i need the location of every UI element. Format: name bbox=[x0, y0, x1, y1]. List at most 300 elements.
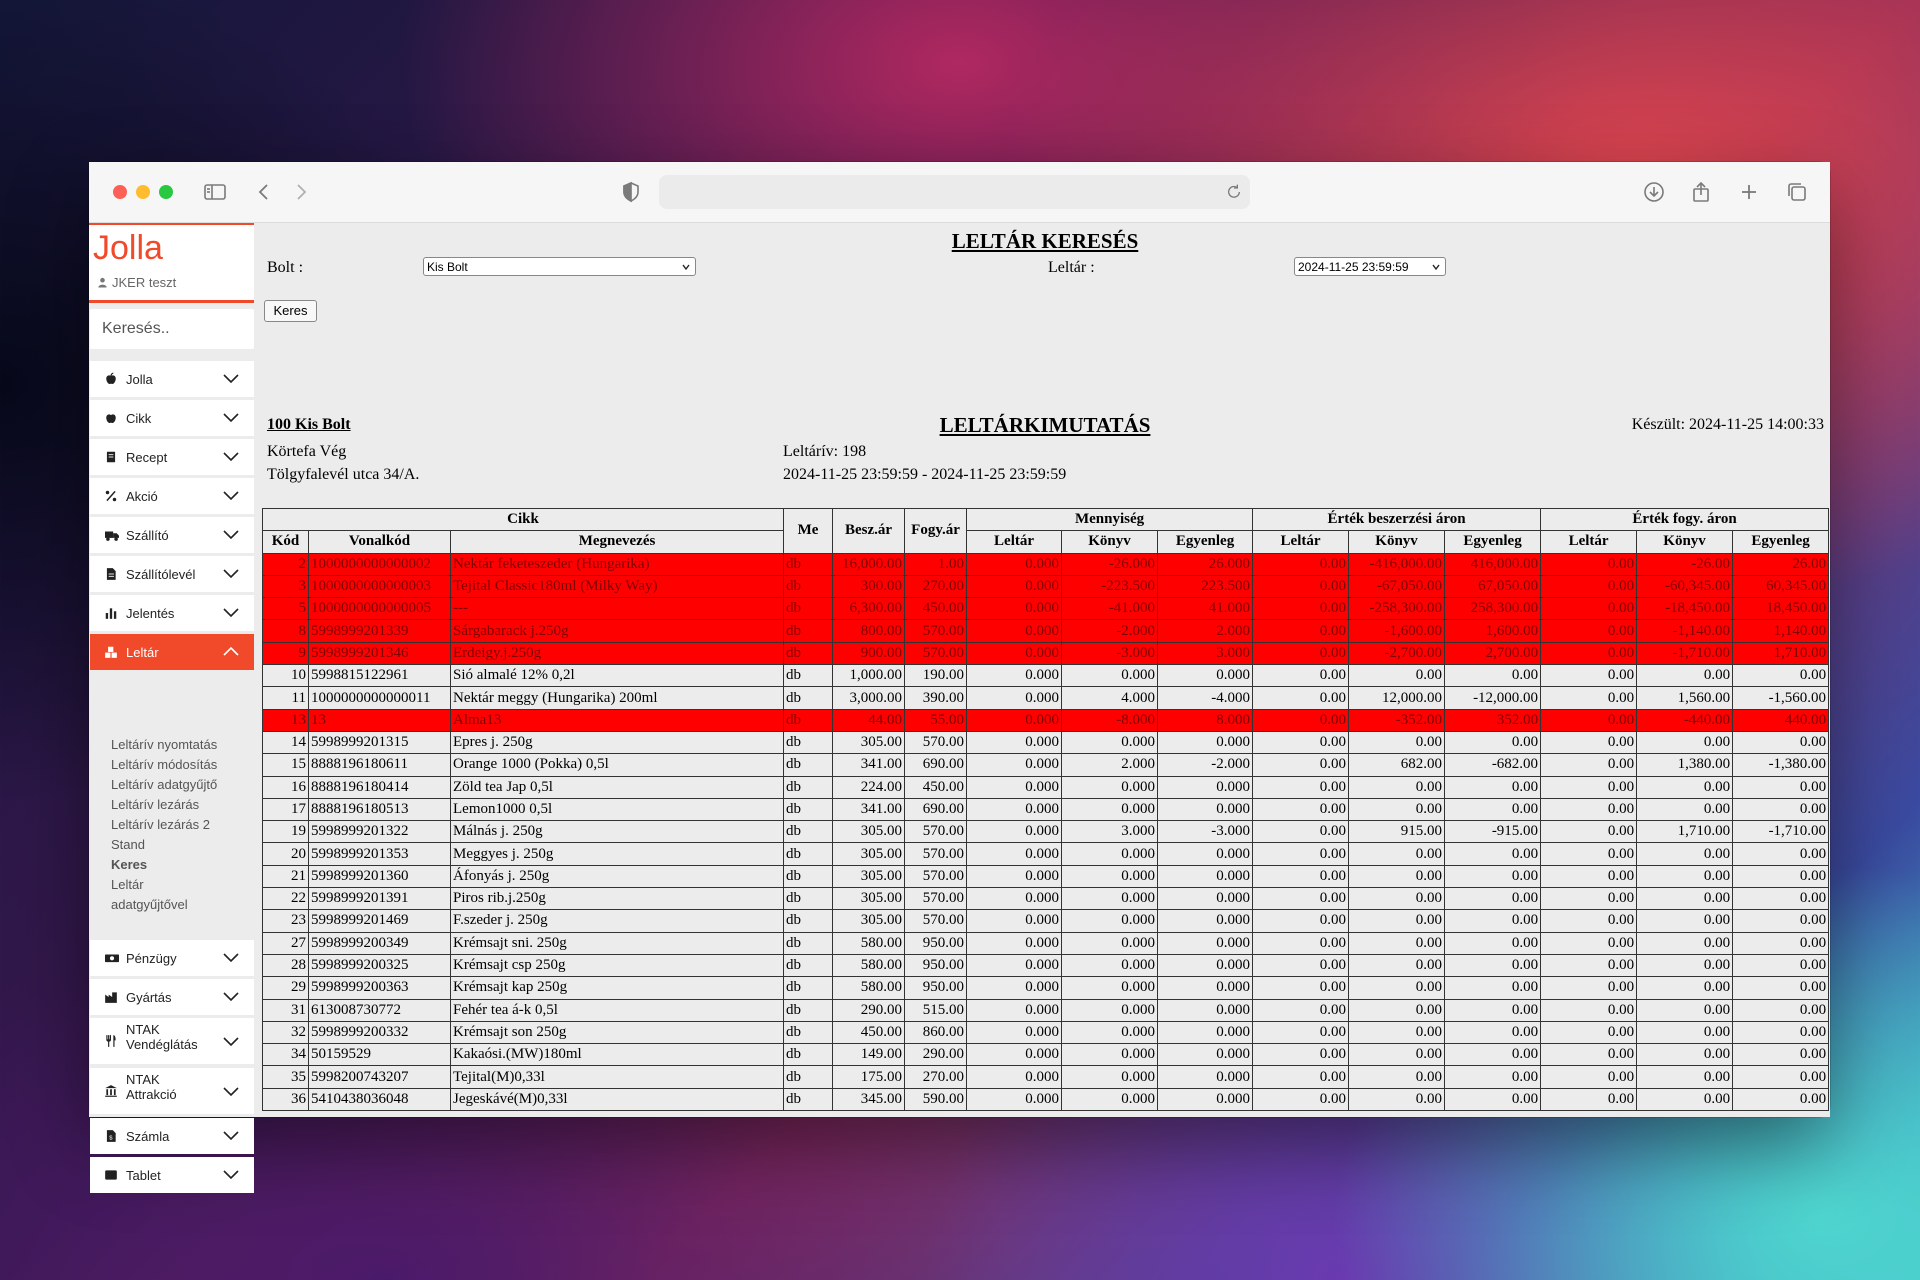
menu-item-cikk[interactable] bbox=[90, 400, 254, 436]
table-cell: 0.00 bbox=[1733, 1066, 1829, 1088]
back-icon[interactable] bbox=[252, 180, 276, 204]
table-cell: 0.00 bbox=[1541, 910, 1637, 932]
table-cell: 0.00 bbox=[1733, 1021, 1829, 1043]
table-cell: -2.000 bbox=[1158, 754, 1253, 776]
tab-overview-icon[interactable] bbox=[1785, 180, 1809, 204]
table-cell: db bbox=[784, 865, 833, 887]
download-icon[interactable] bbox=[1642, 180, 1666, 204]
table-row bbox=[263, 932, 1829, 954]
menu-item-akcio[interactable] bbox=[90, 478, 254, 514]
table-cell: -60,345.00 bbox=[1637, 575, 1733, 597]
table-cell: 0.000 bbox=[967, 620, 1062, 642]
table-cell: 3 bbox=[263, 575, 309, 597]
table-cell: 0.00 bbox=[1733, 1044, 1829, 1066]
table-cell: 0.00 bbox=[1637, 888, 1733, 910]
submenu-leltar-adatgyujtovel[interactable]: Leltár bbox=[111, 877, 144, 892]
table-cell: 515.00 bbox=[905, 999, 967, 1021]
table-cell: 2,700.00 bbox=[1445, 642, 1541, 664]
table-cell: 0.00 bbox=[1637, 843, 1733, 865]
table-cell: 22 bbox=[263, 888, 309, 910]
address-bar[interactable] bbox=[659, 175, 1250, 209]
table-cell: 0.00 bbox=[1637, 1044, 1733, 1066]
table-cell: 8888196180414 bbox=[309, 776, 451, 798]
table-cell: 0.00 bbox=[1637, 1088, 1733, 1110]
money-icon bbox=[104, 951, 120, 965]
table-cell: Krémsajt son 250g bbox=[451, 1021, 784, 1043]
table-cell: 570.00 bbox=[905, 731, 967, 753]
table-cell: 0.00 bbox=[1349, 977, 1445, 999]
table-cell: 0.000 bbox=[967, 999, 1062, 1021]
table-cell: 0.00 bbox=[1541, 776, 1637, 798]
minimize-window-button[interactable] bbox=[136, 185, 150, 199]
table-cell: 0.00 bbox=[1349, 1044, 1445, 1066]
truck-icon bbox=[104, 528, 120, 542]
logo[interactable]: Jolla bbox=[93, 229, 163, 267]
table-cell: 0.00 bbox=[1349, 665, 1445, 687]
table-cell: 570.00 bbox=[905, 843, 967, 865]
table-cell: db bbox=[784, 888, 833, 910]
table-cell: 290.00 bbox=[905, 1044, 967, 1066]
report-title: LELTÁRKIMUTATÁS bbox=[939, 413, 1151, 437]
submenu-leltariv-modositas[interactable]: Leltárív módosítás bbox=[111, 757, 218, 772]
leltar-select-value: 2024-11-25 23:59:59 bbox=[1298, 260, 1409, 274]
table-cell: 0.00 bbox=[1253, 598, 1349, 620]
table-cell: 0.000 bbox=[967, 1066, 1062, 1088]
table-cell: 270.00 bbox=[905, 1066, 967, 1088]
table-cell: 1,140.00 bbox=[1733, 620, 1829, 642]
menu-item-gyartas[interactable] bbox=[90, 979, 254, 1015]
table-cell: 0.00 bbox=[1541, 642, 1637, 664]
table-cell: 0.00 bbox=[1253, 954, 1349, 976]
table-cell: 27 bbox=[263, 932, 309, 954]
table-cell: 29 bbox=[263, 977, 309, 999]
table-cell: 0.000 bbox=[1158, 1066, 1253, 1088]
bar-chart-icon bbox=[104, 606, 118, 620]
table-cell: 35 bbox=[263, 1066, 309, 1088]
chevron-down-icon bbox=[222, 1128, 240, 1142]
menu-item-szallito[interactable] bbox=[90, 517, 254, 553]
table-cell: 450.00 bbox=[905, 598, 967, 620]
table-cell: --- bbox=[451, 598, 784, 620]
table-cell: 0.000 bbox=[1158, 731, 1253, 753]
chevron-down-icon bbox=[222, 950, 240, 964]
table-cell: 0.00 bbox=[1445, 1088, 1541, 1110]
privacy-shield-icon[interactable] bbox=[619, 180, 643, 204]
menu-item-ntak-vendeglatas[interactable] bbox=[90, 1018, 254, 1064]
apple-icon bbox=[104, 411, 118, 425]
table-cell: 0.000 bbox=[1158, 798, 1253, 820]
table-cell: 5998999201315 bbox=[309, 731, 451, 753]
table-cell: 5410438036048 bbox=[309, 1088, 451, 1110]
tablet-icon bbox=[104, 1168, 118, 1182]
page-content bbox=[89, 223, 1830, 1183]
table-cell: 0.00 bbox=[1349, 1021, 1445, 1043]
table-cell: 305.00 bbox=[833, 731, 905, 753]
menu-item-label: Szállító bbox=[126, 528, 169, 543]
table-cell: Epres j. 250g bbox=[451, 731, 784, 753]
menu-item-ntak-attrakcio[interactable] bbox=[90, 1068, 254, 1114]
table-row bbox=[263, 865, 1829, 887]
table-cell: db bbox=[784, 977, 833, 999]
table-cell: 10 bbox=[263, 665, 309, 687]
table-row bbox=[263, 687, 1829, 709]
created-timestamp: Készült: 2024-11-25 14:00:33 bbox=[1631, 416, 1824, 433]
table-cell: 0.00 bbox=[1253, 687, 1349, 709]
keres-button[interactable]: Keres bbox=[264, 300, 317, 322]
table-cell: db bbox=[784, 665, 833, 687]
table-cell: 50159529 bbox=[309, 1044, 451, 1066]
table-cell: 0.000 bbox=[1158, 776, 1253, 798]
table-row bbox=[263, 1044, 1829, 1066]
table-cell: 1,000.00 bbox=[833, 665, 905, 687]
table-cell: 2.000 bbox=[1158, 620, 1253, 642]
table-cell: 5998999201346 bbox=[309, 642, 451, 664]
table-cell: 67,050.00 bbox=[1445, 575, 1541, 597]
header-besz-egyenleg: Egyenleg bbox=[1445, 531, 1541, 553]
table-row bbox=[263, 709, 1829, 731]
table-cell: 5998999201353 bbox=[309, 843, 451, 865]
table-cell: db bbox=[784, 1021, 833, 1043]
book-icon bbox=[104, 450, 118, 464]
menu-item-penzugy[interactable] bbox=[90, 940, 254, 976]
table-cell: 0.00 bbox=[1253, 821, 1349, 843]
table-cell: 0.000 bbox=[1158, 999, 1253, 1021]
header-ertek-fogy: Érték fogy. áron bbox=[1541, 509, 1829, 531]
header-menny-egyenleg: Egyenleg bbox=[1158, 531, 1253, 553]
table-cell: Piros rib.j.250g bbox=[451, 888, 784, 910]
table-cell: 290.00 bbox=[833, 999, 905, 1021]
table-cell: 0.000 bbox=[967, 709, 1062, 731]
table-cell: 2 bbox=[263, 553, 309, 575]
table-cell: Nektár meggy (Hungarika) 200ml bbox=[451, 687, 784, 709]
sidebar bbox=[89, 223, 254, 1183]
table-cell: 32 bbox=[263, 1021, 309, 1043]
table-cell: 570.00 bbox=[905, 620, 967, 642]
boxes-icon bbox=[104, 645, 118, 659]
table-cell: db bbox=[784, 999, 833, 1021]
table-cell: 1000000000000005 bbox=[309, 598, 451, 620]
table-cell: 21 bbox=[263, 865, 309, 887]
table-cell: 0.00 bbox=[1637, 798, 1733, 820]
table-cell: 12,000.00 bbox=[1349, 687, 1445, 709]
submenu-leltariv-lezaras-2[interactable]: Leltárív lezárás 2 bbox=[111, 817, 210, 832]
table-cell: 0.000 bbox=[967, 821, 1062, 843]
close-window-button[interactable] bbox=[113, 185, 127, 199]
table-cell: db bbox=[784, 575, 833, 597]
table-cell: db bbox=[784, 1044, 833, 1066]
table-cell: 1,600.00 bbox=[1445, 620, 1541, 642]
table-cell: 3,000.00 bbox=[833, 687, 905, 709]
table-cell: 0.00 bbox=[1637, 1021, 1733, 1043]
table-cell: 8888196180513 bbox=[309, 798, 451, 820]
header-besz-ar: Besz.ár bbox=[833, 509, 905, 554]
table-cell: 0.000 bbox=[1158, 888, 1253, 910]
table-cell: 0.00 bbox=[1541, 865, 1637, 887]
menu-item-jolla[interactable] bbox=[90, 361, 254, 397]
table-cell: 5998999201469 bbox=[309, 910, 451, 932]
table-cell: 613008730772 bbox=[309, 999, 451, 1021]
shop-name: 100 Kis Bolt bbox=[267, 416, 351, 433]
table-row bbox=[263, 821, 1829, 843]
table-cell: 390.00 bbox=[905, 687, 967, 709]
table-cell: 2.000 bbox=[1062, 754, 1158, 776]
menu-item-label: Számla bbox=[126, 1129, 170, 1144]
table-cell: db bbox=[784, 843, 833, 865]
table-cell: -3.000 bbox=[1158, 821, 1253, 843]
table-cell: 0.00 bbox=[1541, 731, 1637, 753]
table-cell: 16 bbox=[263, 776, 309, 798]
table-cell: 1,560.00 bbox=[1637, 687, 1733, 709]
table-cell: 0.00 bbox=[1349, 910, 1445, 932]
menu-item-recept[interactable] bbox=[90, 439, 254, 475]
table-cell: 0.000 bbox=[1158, 1088, 1253, 1110]
table-cell: 0.000 bbox=[1158, 910, 1253, 932]
table-cell: 0.00 bbox=[1541, 954, 1637, 976]
table-cell: 0.00 bbox=[1541, 932, 1637, 954]
table-cell: 0.000 bbox=[967, 598, 1062, 620]
menu-item-label: Leltár bbox=[126, 645, 159, 660]
table-cell: 13 bbox=[309, 709, 451, 731]
forward-icon[interactable] bbox=[289, 180, 313, 204]
table-cell: 1000000000000011 bbox=[309, 687, 451, 709]
table-cell: 345.00 bbox=[833, 1088, 905, 1110]
table-cell: 900.00 bbox=[833, 642, 905, 664]
table-cell: 341.00 bbox=[833, 798, 905, 820]
table-cell: 0.00 bbox=[1445, 776, 1541, 798]
menu-item-jelentes[interactable] bbox=[90, 595, 254, 631]
table-cell: -18,450.00 bbox=[1637, 598, 1733, 620]
submenu-leltariv-lezaras[interactable]: Leltárív lezárás bbox=[111, 797, 200, 812]
table-cell: 0.00 bbox=[1253, 642, 1349, 664]
table-cell: 0.000 bbox=[967, 977, 1062, 999]
table-cell: Tejital Classic180ml (Milky Way) bbox=[451, 575, 784, 597]
table-cell: db bbox=[784, 642, 833, 664]
table-cell: 0.00 bbox=[1637, 932, 1733, 954]
user-name: JKER teszt bbox=[112, 275, 177, 290]
header-menny-leltar: Leltár bbox=[967, 531, 1062, 553]
table-cell: 0.000 bbox=[1062, 865, 1158, 887]
table-cell: 0.00 bbox=[1637, 776, 1733, 798]
table-cell: 0.000 bbox=[967, 843, 1062, 865]
table-cell: 305.00 bbox=[833, 888, 905, 910]
table-cell: 0.000 bbox=[967, 776, 1062, 798]
table-cell: 224.00 bbox=[833, 776, 905, 798]
table-cell: 0.000 bbox=[1062, 798, 1158, 820]
table-row bbox=[263, 731, 1829, 753]
address-line-2: Tölgyfalevél utca 34/A. bbox=[267, 466, 420, 483]
table-cell: 860.00 bbox=[905, 1021, 967, 1043]
table-cell: 149.00 bbox=[833, 1044, 905, 1066]
reload-icon[interactable] bbox=[1226, 184, 1242, 200]
table-cell: 0.000 bbox=[967, 754, 1062, 776]
header-megnevezes: Megnevezés bbox=[451, 531, 784, 553]
header-besz-leltar: Leltár bbox=[1253, 531, 1349, 553]
share-icon[interactable] bbox=[1689, 180, 1713, 204]
landmark-icon bbox=[104, 1084, 118, 1098]
table-cell: 0.000 bbox=[967, 798, 1062, 820]
table-cell: 0.00 bbox=[1349, 798, 1445, 820]
menu-item-tablet[interactable] bbox=[90, 1157, 254, 1193]
table-cell: 0.00 bbox=[1349, 954, 1445, 976]
table-row bbox=[263, 1021, 1829, 1043]
sidebar-search-input[interactable]: Keresés.. bbox=[90, 309, 254, 349]
table-cell: -2,700.00 bbox=[1349, 642, 1445, 664]
table-cell: 570.00 bbox=[905, 642, 967, 664]
table-row bbox=[263, 798, 1829, 820]
table-cell: 570.00 bbox=[905, 821, 967, 843]
table-cell: 0.000 bbox=[967, 1044, 1062, 1066]
table-cell: db bbox=[784, 687, 833, 709]
utensils-icon bbox=[104, 1034, 118, 1048]
table-cell: 0.00 bbox=[1253, 1021, 1349, 1043]
table-cell: 0.00 bbox=[1253, 888, 1349, 910]
table-cell: Krémsajt csp 250g bbox=[451, 954, 784, 976]
table-cell: 44.00 bbox=[833, 709, 905, 731]
table-cell: 0.00 bbox=[1541, 620, 1637, 642]
table-cell: 0.00 bbox=[1541, 1088, 1637, 1110]
main-panel bbox=[265, 223, 1830, 1117]
table-cell: 18,450.00 bbox=[1733, 598, 1829, 620]
table-cell: 0.00 bbox=[1253, 553, 1349, 575]
table-cell: Alma13 bbox=[451, 709, 784, 731]
table-cell: 5998815122961 bbox=[309, 665, 451, 687]
table-cell: 9 bbox=[263, 642, 309, 664]
submenu-leltariv-nyomtatas[interactable]: Leltárív nyomtatás bbox=[111, 737, 218, 752]
inventory-table bbox=[262, 508, 1829, 1111]
table-row bbox=[263, 888, 1829, 910]
header-fogy-egyenleg: Egyenleg bbox=[1733, 531, 1829, 553]
table-cell: 570.00 bbox=[905, 910, 967, 932]
table-cell: -1,140.00 bbox=[1637, 620, 1733, 642]
leltar-select[interactable] bbox=[1294, 257, 1446, 276]
submenu-stand[interactable]: Stand bbox=[111, 837, 145, 852]
table-cell: 0.000 bbox=[1062, 1044, 1158, 1066]
table-cell: -67,050.00 bbox=[1349, 575, 1445, 597]
table-cell: Jegeskávé(M)0,33l bbox=[451, 1088, 784, 1110]
percent-icon bbox=[104, 489, 118, 503]
table-cell: 0.00 bbox=[1541, 1066, 1637, 1088]
table-cell: 580.00 bbox=[833, 977, 905, 999]
table-cell: -26.000 bbox=[1062, 553, 1158, 575]
table-cell: 0.000 bbox=[1062, 843, 1158, 865]
header-mennyiseg: Mennyiség bbox=[967, 509, 1253, 531]
table-cell: 4.000 bbox=[1062, 687, 1158, 709]
table-cell: 0.00 bbox=[1445, 932, 1541, 954]
table-cell: 0.000 bbox=[1062, 888, 1158, 910]
table-row bbox=[263, 665, 1829, 687]
menu-item-szamla[interactable] bbox=[90, 1118, 254, 1154]
table-cell: 0.00 bbox=[1733, 999, 1829, 1021]
table-cell: db bbox=[784, 954, 833, 976]
leltar-label: Leltár : bbox=[1048, 259, 1095, 276]
table-cell: 0.00 bbox=[1253, 977, 1349, 999]
table-row bbox=[263, 910, 1829, 932]
table-cell: 0.00 bbox=[1253, 1066, 1349, 1088]
table-cell: db bbox=[784, 932, 833, 954]
table-cell: 5998999201339 bbox=[309, 620, 451, 642]
table-cell: 0.000 bbox=[967, 731, 1062, 753]
chevron-down-icon bbox=[1431, 262, 1441, 272]
table-cell: 0.00 bbox=[1637, 1066, 1733, 1088]
table-cell: 0.00 bbox=[1541, 977, 1637, 999]
menu-item-label: Recept bbox=[126, 450, 168, 465]
table-row bbox=[263, 1066, 1829, 1088]
bolt-select[interactable] bbox=[423, 257, 696, 276]
new-tab-icon[interactable] bbox=[1737, 180, 1761, 204]
table-cell: Sárgabarack j.250g bbox=[451, 620, 784, 642]
menu-item-szallitolevel[interactable] bbox=[90, 556, 254, 592]
table-cell: 11 bbox=[263, 687, 309, 709]
menu-item-label-line2: Vendéglátás bbox=[126, 1037, 198, 1052]
table-cell: 5998999201322 bbox=[309, 821, 451, 843]
table-cell: 590.00 bbox=[905, 1088, 967, 1110]
table-cell: 0.00 bbox=[1349, 731, 1445, 753]
table-cell: 0.000 bbox=[967, 665, 1062, 687]
table-cell: 0.00 bbox=[1253, 1044, 1349, 1066]
table-cell: Erdeigy.j.250g bbox=[451, 642, 784, 664]
table-cell: 0.000 bbox=[967, 1021, 1062, 1043]
table-cell: 0.00 bbox=[1253, 999, 1349, 1021]
table-cell: 31 bbox=[263, 999, 309, 1021]
table-cell: 0.000 bbox=[1062, 910, 1158, 932]
browser-window bbox=[89, 162, 1830, 1183]
submenu-leltariv-adatgyujto[interactable]: Leltárív adatgyűjtő bbox=[111, 777, 218, 792]
table-cell: 0.00 bbox=[1733, 843, 1829, 865]
table-cell: Fehér tea á-k 0,5l bbox=[451, 999, 784, 1021]
leltar-submenu bbox=[90, 737, 254, 927]
table-row bbox=[263, 620, 1829, 642]
menu-item-label bbox=[126, 1072, 177, 1102]
header-kod: Kód bbox=[263, 531, 309, 553]
table-cell: 0.00 bbox=[1253, 665, 1349, 687]
menu-item-label: Cikk bbox=[126, 411, 152, 426]
table-cell: 0.00 bbox=[1541, 575, 1637, 597]
table-cell: 0.000 bbox=[1062, 932, 1158, 954]
table-cell: 0.00 bbox=[1733, 865, 1829, 887]
menu-item-label: Akció bbox=[126, 489, 158, 504]
submenu-leltar-adatgyujtovel-line2[interactable]: adatgyűjtővel bbox=[111, 897, 188, 912]
table-cell: 0.00 bbox=[1253, 776, 1349, 798]
table-cell: 0.000 bbox=[1158, 1021, 1253, 1043]
table-cell: db bbox=[784, 620, 833, 642]
table-cell: Tejital(M)0,33l bbox=[451, 1066, 784, 1088]
table-cell: 0.000 bbox=[967, 687, 1062, 709]
sidebar-toggle-icon[interactable] bbox=[203, 180, 227, 204]
table-cell: -26.00 bbox=[1637, 553, 1733, 575]
factory-icon bbox=[104, 990, 118, 1004]
header-menny-konyv: Könyv bbox=[1062, 531, 1158, 553]
table-cell: -12,000.00 bbox=[1445, 687, 1541, 709]
table-cell: 0.00 bbox=[1733, 665, 1829, 687]
chevron-down-icon bbox=[222, 488, 240, 502]
table-cell: 0.00 bbox=[1541, 821, 1637, 843]
table-cell: 8888196180611 bbox=[309, 754, 451, 776]
table-cell: 0.00 bbox=[1253, 798, 1349, 820]
zoom-window-button[interactable] bbox=[159, 185, 173, 199]
submenu-keres[interactable]: Keres bbox=[111, 857, 148, 872]
table-cell: Orange 1000 (Pokka) 0,5l bbox=[451, 754, 784, 776]
table-cell: 950.00 bbox=[905, 954, 967, 976]
table-cell: 0.00 bbox=[1637, 954, 1733, 976]
table-cell: 0.00 bbox=[1733, 954, 1829, 976]
table-cell: 0.000 bbox=[1062, 1088, 1158, 1110]
table-cell: 270.00 bbox=[905, 575, 967, 597]
table-cell: 0.00 bbox=[1349, 1066, 1445, 1088]
menu-item-leltar[interactable] bbox=[90, 634, 254, 670]
menu-item-label-line1: NTAK bbox=[126, 1022, 160, 1037]
table-cell: 0.00 bbox=[1445, 888, 1541, 910]
table-cell: 305.00 bbox=[833, 910, 905, 932]
